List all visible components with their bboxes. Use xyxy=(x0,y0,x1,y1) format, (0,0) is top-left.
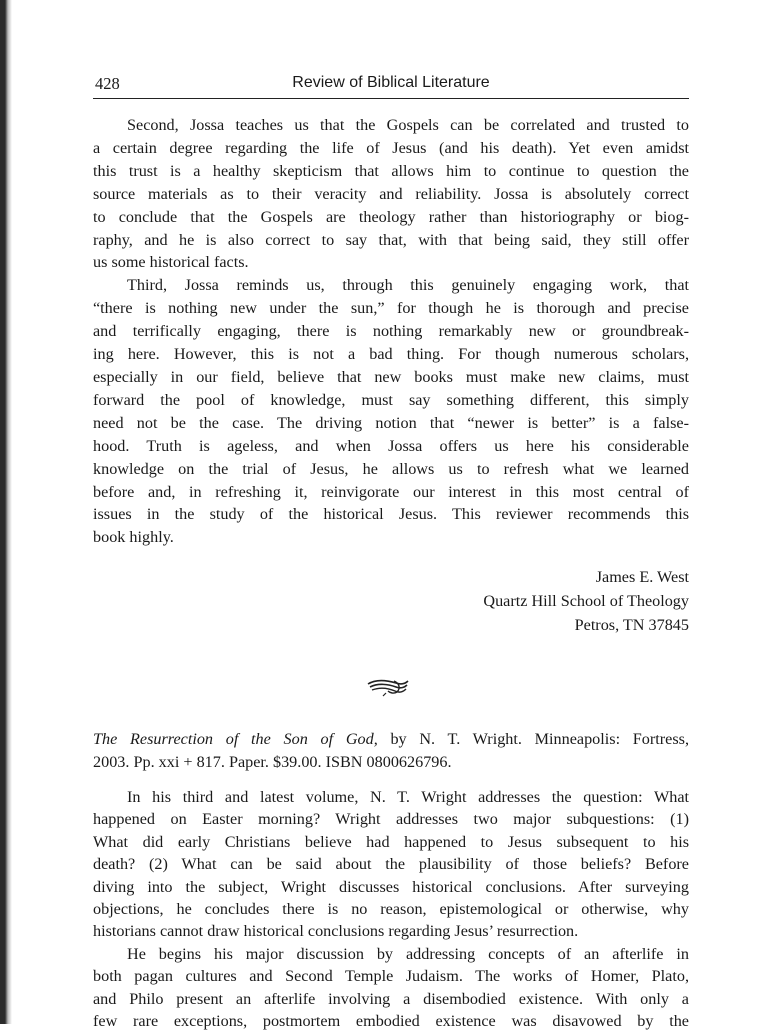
text-line: objections, he concludes there is no reason, epistemological or otherwise, why xyxy=(93,900,689,919)
text-line: hood. Truth is ageless, and when Jossa offers us here his considerable xyxy=(93,436,689,455)
paragraph-afterlife xyxy=(93,943,689,1032)
running-head: Review of Biblical Literature xyxy=(292,74,490,91)
text-line: and Philo present an afterlife involving a disembodied existence. With only a xyxy=(93,989,689,1008)
book-title: The Resurrection of the Son of God, xyxy=(93,730,378,748)
reviewer-location: Petros, TN 37845 xyxy=(574,616,689,634)
text-line: forward the pool of knowledge, must say something different, this simply xyxy=(93,390,689,409)
paragraph-third-point xyxy=(93,274,689,549)
text-line: both pagan cultures and Second Temple Judaism. The works of Homer, Plato, xyxy=(93,967,689,986)
text-line: before and, in refreshing it, reinvigorate our interest in this most central of xyxy=(93,482,689,501)
citation-line: 2003. Pp. xxi + 817. Paper. $39.00. ISBN 0800626796. xyxy=(93,753,452,771)
text-line: Third, Jossa reminds us, through this genuinely engaging work, that xyxy=(127,276,689,295)
review-body-first xyxy=(93,114,689,549)
text-line: us some historical facts. xyxy=(93,253,249,272)
text-line: “there is nothing new under the sun,” for though he is thorough and precise xyxy=(93,299,689,318)
text-line: historians cannot draw historical conclusions regarding Jesus’ resurrection. xyxy=(93,922,579,941)
text-line: especially in our field, believe that new books must make new claims, must xyxy=(93,367,689,386)
text-line: few rare exceptions, postmortem embodied existence was disavowed by the xyxy=(93,1012,689,1031)
reviewer-institution: Quartz Hill School of Theology xyxy=(483,592,689,610)
paragraph-intro xyxy=(93,786,689,943)
text-line: need not be the case. The driving notion that “newer is better” is a false- xyxy=(93,413,689,432)
text-line: diving into the subject, Wright discusses historical conclusions. After surveying xyxy=(93,877,689,896)
text-line: a certain degree regarding the life of Jesus (and his death). Yet even amidst xyxy=(93,138,689,157)
reviewer-signature xyxy=(483,565,689,637)
citation-line xyxy=(93,728,689,751)
text-line: happened on Easter morning? Wright addresses two major subquestions: (1) xyxy=(93,810,689,829)
text-line: What did early Christians believe had happened to Jesus subsequent to his xyxy=(93,832,689,851)
paragraph-second-point xyxy=(93,114,689,274)
text-line: He begins his major discussion by addressing concepts of an afterlife in xyxy=(127,944,689,963)
page-number: 428 xyxy=(95,74,120,93)
scan-edge-shadow xyxy=(0,0,12,1024)
text-line: to conclude that the Gospels are theology rather than historiography or biog- xyxy=(93,207,689,226)
text-line: In his third and latest volume, N. T. Wright addresses the question: What xyxy=(127,788,689,806)
review-body-second xyxy=(93,786,689,1032)
reviewer-name: James E. West xyxy=(595,568,689,586)
text-line: this trust is a healthy skepticism that allows him to continue to question the xyxy=(93,161,689,180)
text-line: Second, Jossa teaches us that the Gospels can be correlated and trusted to xyxy=(127,116,689,134)
text-line: ing here. However, this is not a bad thing. For though numerous scholars, xyxy=(93,345,689,364)
text-line: raphy, and he is also correct to say that, with that being said, they still offer xyxy=(93,230,689,249)
text-line: issues in the study of the historical Jesus. This reviewer recommends this xyxy=(93,505,689,524)
page-header xyxy=(93,72,689,99)
book-citation xyxy=(93,728,689,774)
text-line: book highly. xyxy=(93,528,174,547)
text-line: death? (2) What can be said about the plausibility of those beliefs? Before xyxy=(93,855,689,874)
section-divider-ornament-icon xyxy=(366,675,410,697)
text-line: source materials as to their veracity and reliability. Jossa is absolutely correct xyxy=(93,184,689,203)
text-line: knowledge on the trial of Jesus, he allows us to refresh what we learned xyxy=(93,459,689,478)
citation-details: by N. T. Wright. Minneapolis: Fortress, xyxy=(377,730,689,748)
text-line: and terrifically engaging, there is nothing remarkably new or groundbreak- xyxy=(93,322,689,341)
